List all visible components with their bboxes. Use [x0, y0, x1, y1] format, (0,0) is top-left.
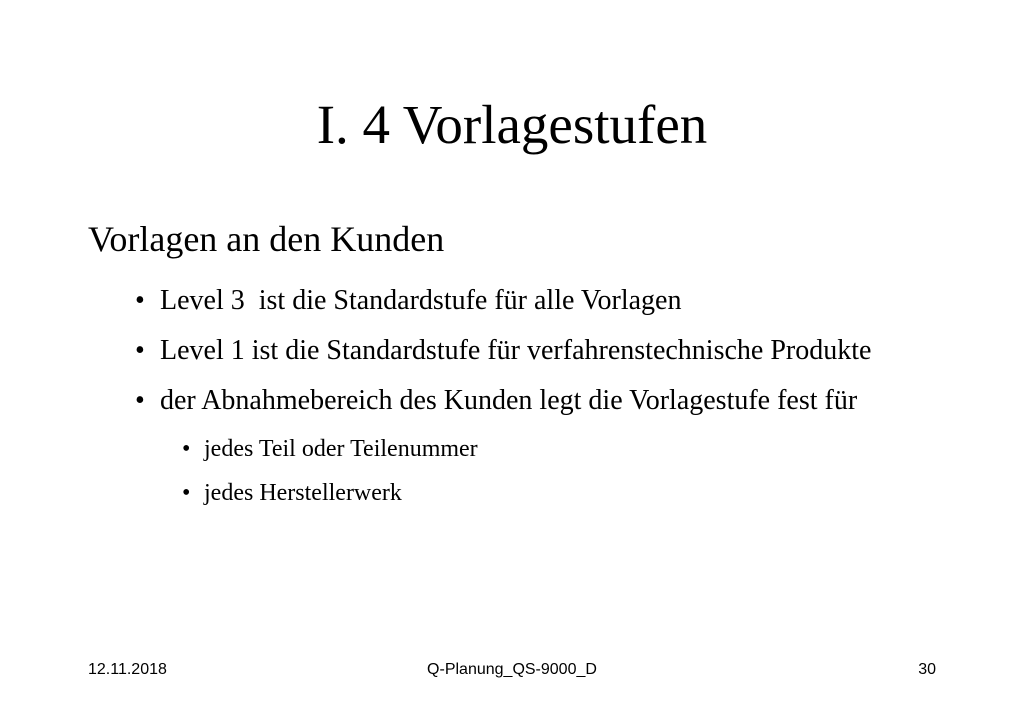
bullet-item: [88, 284, 978, 318]
bullet-icon: •: [135, 335, 145, 366]
sub-bullet-text: jedes Teil oder Teilenummer: [204, 436, 478, 462]
bullet-text: der Abnahmebereich des Kunden legt die Vorlagestufe fest für: [160, 385, 858, 416]
bullet-icon: •: [135, 285, 145, 316]
sub-bullet-icon: •: [182, 436, 191, 462]
slide-title: I. 4 Vorlagestufen: [316, 94, 708, 155]
sub-bullet-item: [88, 434, 978, 464]
footer-date: 12.11.2018: [88, 661, 167, 678]
sub-bullet-item: [88, 478, 978, 508]
sub-bullet-icon: •: [182, 480, 191, 506]
bullet-icon: •: [135, 385, 145, 416]
bullet-item: [88, 334, 978, 368]
bullet-text: Level 1 ist die Standardstufe für verfahrenstechnische Produkte: [160, 335, 872, 366]
section-heading: Vorlagen an den Kunden: [88, 219, 445, 259]
bullet-text: Level 3 ist die Standardstufe für alle Vorlagen: [160, 285, 682, 316]
footer-page-number: 30: [918, 661, 936, 678]
sub-bullet-text: jedes Herstellerwerk: [204, 480, 402, 506]
sub-bullet-list: [88, 434, 978, 508]
footer-title: Q-Planung_QS-9000_D: [427, 661, 597, 678]
bullet-list: [88, 284, 978, 418]
bullet-item: [88, 384, 860, 418]
slide-content: [88, 214, 978, 522]
